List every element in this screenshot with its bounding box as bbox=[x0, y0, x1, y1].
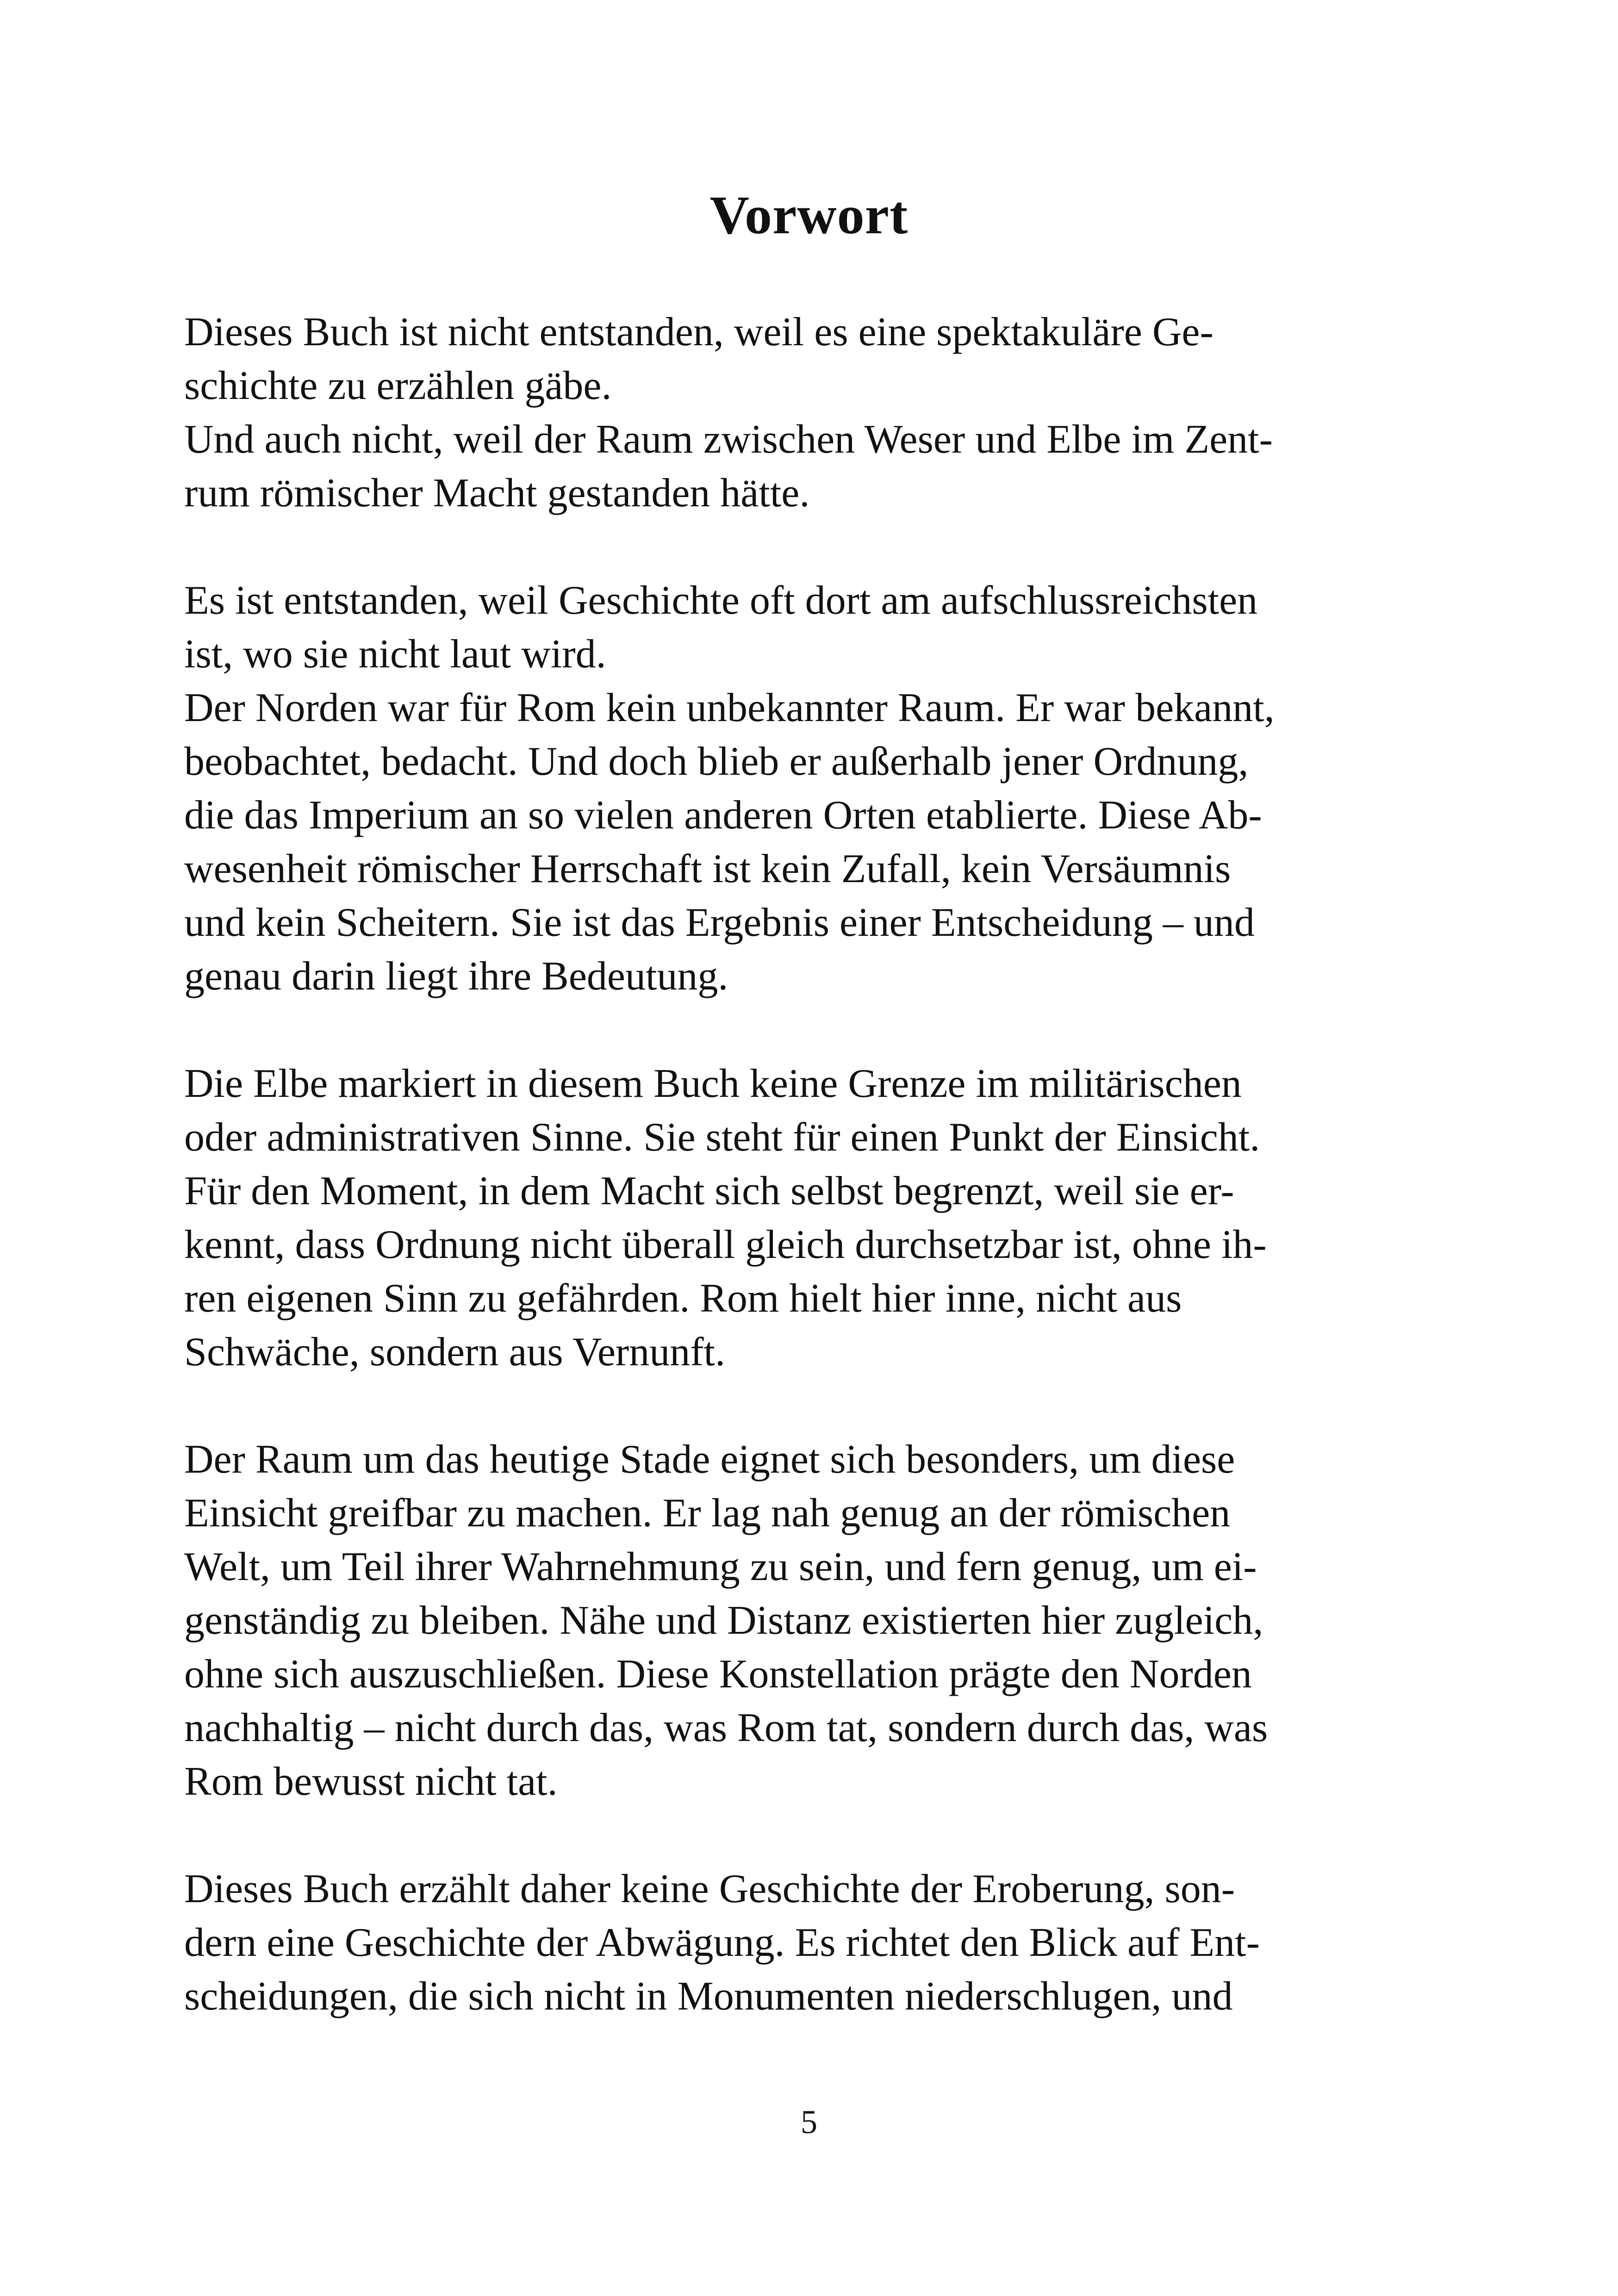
text-line: Die Elbe markiert in diesem Buch keine Grenze im militärischen bbox=[184, 1061, 1242, 1106]
text-line: Schwäche, sondern aus Vernunft. bbox=[184, 1330, 725, 1375]
paragraph bbox=[184, 1862, 1457, 2023]
text-line: und kein Scheitern. Sie ist das Ergebnis einer Entscheidung – und bbox=[184, 900, 1255, 945]
paragraph-gap bbox=[184, 1809, 1457, 1862]
text-line: Dieses Buch ist nicht entstanden, weil es eine spektakuläre Ge- bbox=[184, 310, 1214, 355]
text-line: Der Raum um das heutige Stade eignet sich besonders, um diese bbox=[184, 1437, 1235, 1482]
text-line: Für den Moment, in dem Macht sich selbst begrenzt, weil sie er- bbox=[184, 1169, 1234, 1213]
text-line: oder administrativen Sinne. Sie steht für einen Punkt der Einsicht. bbox=[184, 1115, 1260, 1160]
text-line: ohne sich auszuschließen. Diese Konstellation prägte den Norden bbox=[184, 1652, 1252, 1697]
text-line: schichte zu erzählen gäbe. bbox=[184, 363, 612, 408]
text-line: dern eine Geschichte der Abwägung. Es richtet den Blick auf Ent- bbox=[184, 1920, 1260, 1965]
paragraph bbox=[184, 1433, 1457, 1809]
text-line: Dieses Buch erzählt daher keine Geschichte der Eroberung, son- bbox=[184, 1867, 1235, 1911]
text-line: wesenheit römischer Herrschaft ist kein Zufall, kein Versäumnis bbox=[184, 846, 1231, 891]
text-line: scheidungen, die sich nicht in Monumenten niederschlugen, und bbox=[184, 1974, 1233, 2019]
body-text bbox=[184, 305, 1457, 2023]
text-line: kennt, dass Ordnung nicht überall gleich durchsetzbar ist, ohne ih- bbox=[184, 1222, 1267, 1267]
page-number: 5 bbox=[801, 2103, 817, 2140]
paragraph bbox=[184, 1057, 1457, 1379]
paragraph-gap bbox=[184, 520, 1457, 574]
paragraph bbox=[184, 574, 1457, 1003]
text-line: ren eigenen Sinn zu gefährden. Rom hielt hier inne, nicht aus bbox=[184, 1276, 1182, 1321]
text-line: Rom bewusst nicht tat. bbox=[184, 1759, 558, 1804]
text-line: die das Imperium an so vielen anderen Orten etablierte. Diese Ab- bbox=[184, 793, 1262, 838]
paragraph-gap bbox=[184, 1379, 1457, 1433]
text-line: beobachtet, bedacht. Und doch blieb er außerhalb jener Ordnung, bbox=[184, 739, 1249, 784]
text-line: Und auch nicht, weil der Raum zwischen Weser und Elbe im Zent- bbox=[184, 417, 1273, 462]
text-line: ist, wo sie nicht laut wird. bbox=[184, 632, 606, 677]
text-line: Es ist entstanden, weil Geschichte oft dort am aufschlussreichsten bbox=[184, 578, 1258, 623]
text-line: genau darin liegt ihre Bedeutung. bbox=[184, 954, 728, 999]
text-line: Welt, um Teil ihrer Wahrnehmung zu sein, und fern genug, um ei- bbox=[184, 1544, 1257, 1589]
text-line: Der Norden war für Rom kein unbekannter Raum. Er war bekannt, bbox=[184, 685, 1275, 730]
text-line: rum römischer Macht gestanden hätte. bbox=[184, 471, 810, 516]
page-title: Vorwort bbox=[709, 185, 909, 245]
text-line: Einsicht greifbar zu machen. Er lag nah genug an der römischen bbox=[184, 1491, 1231, 1536]
paragraph bbox=[184, 305, 1457, 520]
text-line: nachhaltig – nicht durch das, was Rom tat, sondern durch das, was bbox=[184, 1705, 1268, 1750]
text-line: genständig zu bleiben. Nähe und Distanz existierten hier zugleich, bbox=[184, 1598, 1263, 1643]
paragraph-gap bbox=[184, 1003, 1457, 1057]
